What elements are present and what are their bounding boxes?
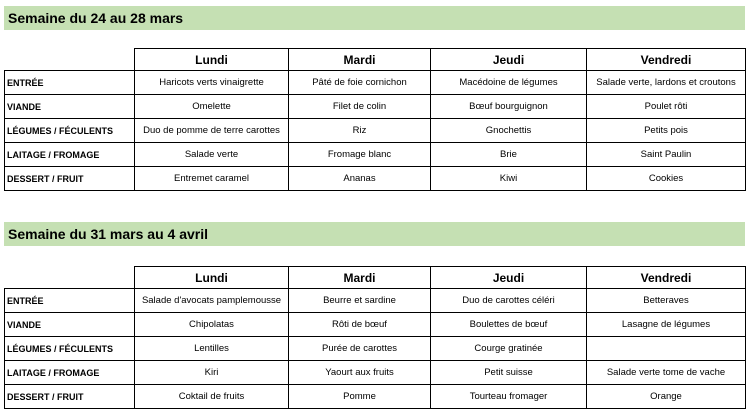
menu-cell: Petit suisse [431, 361, 587, 385]
day-header-row [5, 49, 746, 71]
row-label: LAITAGE / FROMAGE [5, 143, 135, 167]
menu-cell: Fromage blanc [289, 143, 431, 167]
menu-cell: Orange [587, 385, 746, 409]
menu-cell: Duo de pomme de terre carottes [135, 119, 289, 143]
row-label: LAITAGE / FROMAGE [5, 361, 135, 385]
menu-cell: Lentilles [135, 337, 289, 361]
menu-cell: Pomme [289, 385, 431, 409]
menu-table-week-2 [4, 266, 746, 409]
menu-cell: Purée de carottes [289, 337, 431, 361]
menu-cell: Brie [431, 143, 587, 167]
menu-cell: Filet de colin [289, 95, 431, 119]
menu-table-week-1 [4, 48, 746, 191]
menu-cell: Boulettes de bœuf [431, 313, 587, 337]
menu-cell: Haricots verts vinaigrette [135, 71, 289, 95]
row-label: LÉGUMES / FÉCULENTS [5, 337, 135, 361]
menu-cell: Yaourt aux fruits [289, 361, 431, 385]
row-label: ENTRÉE [5, 289, 135, 313]
menu-cell: Salade d'avocats pamplemousse [135, 289, 289, 313]
menu-cell: Tourteau fromager [431, 385, 587, 409]
row-label: ENTRÉE [5, 71, 135, 95]
corner-cell [5, 267, 135, 289]
table-row [5, 71, 746, 95]
menu-cell: Salade verte, lardons et croutons [587, 71, 746, 95]
day-header: Lundi [135, 49, 289, 71]
menu-cell: Chipolatas [135, 313, 289, 337]
table-row [5, 361, 746, 385]
table-row [5, 95, 746, 119]
day-header: Vendredi [587, 267, 746, 289]
menu-cell: Saint Paulin [587, 143, 746, 167]
menu-cell: Salade verte [135, 143, 289, 167]
menu-cell: Macédoine de légumes [431, 71, 587, 95]
menu-cell: Gnochettis [431, 119, 587, 143]
day-header-row [5, 267, 746, 289]
day-header: Vendredi [587, 49, 746, 71]
menu-cell: Petits pois [587, 119, 746, 143]
table-row [5, 313, 746, 337]
row-label: VIANDE [5, 95, 135, 119]
table-row [5, 167, 746, 191]
row-label: LÉGUMES / FÉCULENTS [5, 119, 135, 143]
menu-cell: Beurre et sardine [289, 289, 431, 313]
menu-cell: Bœuf bourguignon [431, 95, 587, 119]
week-title-1: Semaine du 24 au 28 mars [4, 6, 745, 30]
menu-cell: Pâté de foie cornichon [289, 71, 431, 95]
menu-cell: Courge gratinée [431, 337, 587, 361]
row-label: DESSERT / FRUIT [5, 167, 135, 191]
day-header: Jeudi [431, 267, 587, 289]
menu-cell: Poulet rôti [587, 95, 746, 119]
table-row [5, 385, 746, 409]
menu-cell: Lasagne de légumes [587, 313, 746, 337]
menu-cell: Kiwi [431, 167, 587, 191]
menu-cell: Kiri [135, 361, 289, 385]
day-header: Jeudi [431, 49, 587, 71]
menu-cell: Duo de carottes céléri [431, 289, 587, 313]
table-row [5, 337, 746, 361]
table-row [5, 119, 746, 143]
day-header: Mardi [289, 49, 431, 71]
menu-cell: Betteraves [587, 289, 746, 313]
row-label: VIANDE [5, 313, 135, 337]
menu-cell: Rôti de bœuf [289, 313, 431, 337]
menu-cell: Cookies [587, 167, 746, 191]
row-label: DESSERT / FRUIT [5, 385, 135, 409]
day-header: Mardi [289, 267, 431, 289]
week-title-2: Semaine du 31 mars au 4 avril [4, 222, 745, 246]
menu-cell: Omelette [135, 95, 289, 119]
menu-cell: Ananas [289, 167, 431, 191]
menu-cell [587, 337, 746, 361]
menu-cell: Coktail de fruits [135, 385, 289, 409]
menu-cell: Riz [289, 119, 431, 143]
menu-cell: Entremet caramel [135, 167, 289, 191]
table-row [5, 289, 746, 313]
table-row [5, 143, 746, 167]
corner-cell [5, 49, 135, 71]
menu-cell: Salade verte tome de vache [587, 361, 746, 385]
day-header: Lundi [135, 267, 289, 289]
